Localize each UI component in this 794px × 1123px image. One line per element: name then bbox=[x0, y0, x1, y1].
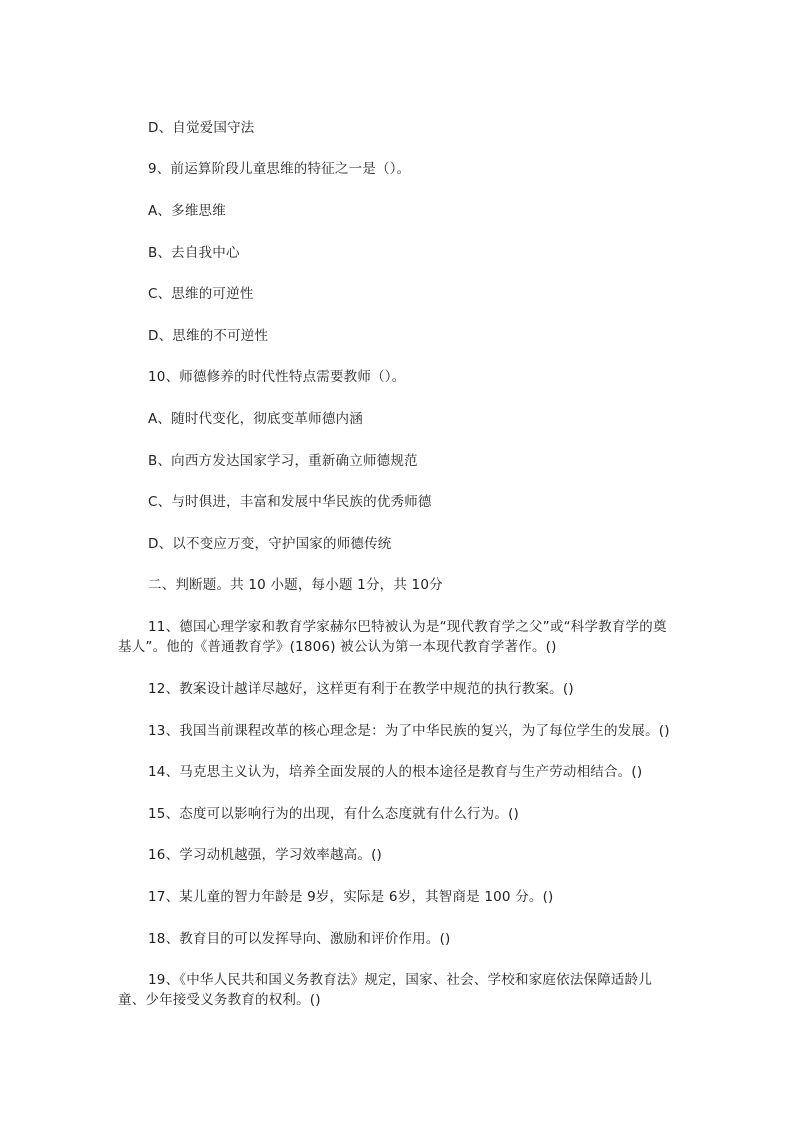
option-10b: B、向西方发达国家学习，重新确立师德规范 bbox=[148, 453, 418, 469]
question-17: 17、某儿童的智力年龄是 9岁，实际是 6岁，其智商是 100 分。() bbox=[148, 889, 554, 905]
question-13: 13、我国当前课程改革的核心理念是：为了中华民族的复兴，为了每位学生的发展。() bbox=[148, 723, 670, 739]
question-11: 11、德国心理学家和教育学家赫尔巴特被认为是“现代教育学之父”或“科学教育学的奠基人”。他的《普通教育学》(1806) 被公认为第一本现代教育学著作。() bbox=[118, 619, 667, 655]
option-10d: D、以不变应万变，守护国家的师德传统 bbox=[148, 536, 392, 552]
question-12: 12、教案设计越详尽越好，这样更有利于在教学中规范的执行教案。() bbox=[148, 681, 574, 697]
option-10c: C、与时俱进，丰富和发展中华民族的优秀师德 bbox=[148, 494, 432, 510]
option-9c: C、思维的可逆性 bbox=[148, 286, 254, 302]
question-16: 16、学习动机越强，学习效率越高。() bbox=[148, 847, 383, 863]
option-9d: D、思维的不可逆性 bbox=[148, 328, 269, 344]
option-9a: A、多维思维 bbox=[148, 203, 226, 219]
option-10a: A、随时代变化，彻底变革师德内涵 bbox=[148, 411, 363, 427]
option-8d: D、自觉爱国守法 bbox=[148, 120, 255, 136]
question-10: 10、师德修养的时代性特点需要教师（）。 bbox=[148, 369, 406, 385]
option-9b: B、去自我中心 bbox=[148, 245, 240, 261]
question-19: 19、《中华人民共和国义务教育法》规定，国家、社会、学校和家庭依法保障适龄儿童、少年接受义务教育的权利。() bbox=[118, 972, 653, 1008]
question-9: 9、前运算阶段儿童思维的特征之一是（）。 bbox=[148, 161, 411, 177]
question-14: 14、马克思主义认为，培养全面发展的人的根本途径是教育与生产劳动相结合。() bbox=[148, 764, 643, 780]
question-15: 15、态度可以影响行为的出现，有什么态度就有什么行为。() bbox=[148, 806, 520, 822]
question-18: 18、教育目的可以发挥导向、激励和评价作用。() bbox=[148, 931, 451, 947]
section-heading-true-false: 二、判断题。共 10 小题，每小题 1分，共 10分 bbox=[148, 577, 443, 593]
